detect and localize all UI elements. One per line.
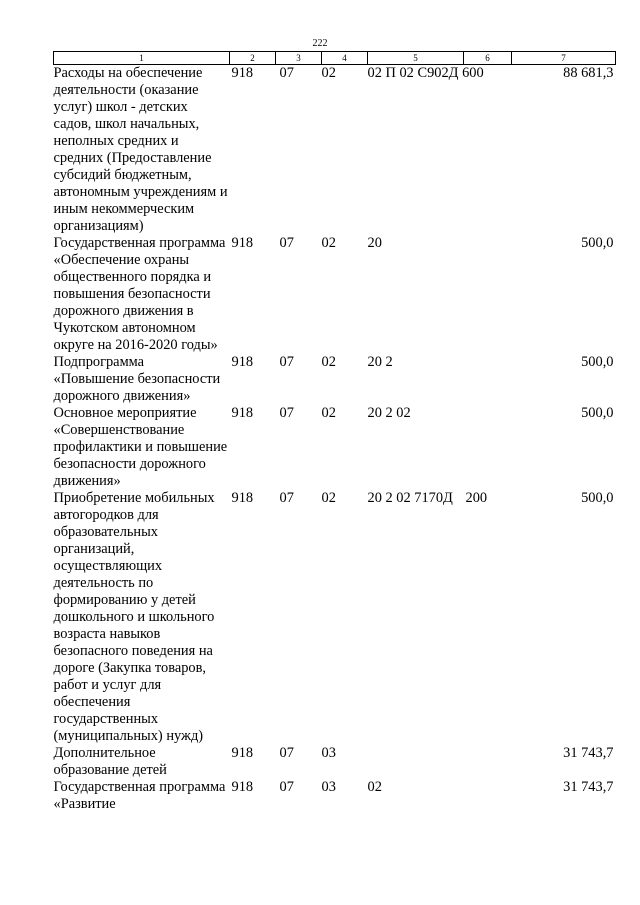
row-code-pr: 02 xyxy=(321,235,336,251)
row-code-pr: 02 xyxy=(321,354,336,370)
row-amount: 500,0 xyxy=(581,405,614,421)
header-col-7: 7 xyxy=(512,52,616,65)
row-code-pr: 02 xyxy=(321,65,336,81)
row-code-gr: 918 xyxy=(231,779,254,795)
header-col-5: 5 xyxy=(368,52,464,65)
row-name: Государственная программа «Развитие xyxy=(53,779,226,812)
row-code-vr xyxy=(464,745,512,779)
header-col-2: 2 xyxy=(230,52,276,65)
row-code-csr: 20 2 02 7170Д xyxy=(367,490,453,506)
row-amount: 500,0 xyxy=(581,354,614,370)
row-code-rz: 07 xyxy=(279,235,294,251)
row-code-pr: 03 xyxy=(321,779,336,795)
header-row xyxy=(54,52,616,65)
row-name: Дополнительное образование детей xyxy=(53,745,167,778)
row-code-vr xyxy=(464,235,512,354)
row-code-csr: 20 2 xyxy=(367,354,393,370)
table-row xyxy=(54,745,616,779)
table-row xyxy=(54,779,616,813)
row-amount: 500,0 xyxy=(581,235,614,251)
table-row xyxy=(54,65,616,236)
row-code-gr: 918 xyxy=(231,405,254,421)
row-code-vr xyxy=(464,354,512,405)
row-code-pr: 03 xyxy=(321,745,336,761)
row-code-vr: 200 xyxy=(465,490,488,506)
row-name: Государственная программа «Обеспечение охраны общественного порядка и повышения безопасности дорожного движения в Чукотском автономном округе на 2016-2020 годы» xyxy=(53,235,226,353)
table-body xyxy=(54,65,616,814)
row-code-csr xyxy=(368,745,464,779)
table-row xyxy=(54,235,616,354)
row-code-rz: 07 xyxy=(279,745,294,761)
row-code-rz: 07 xyxy=(279,490,294,506)
row-code-rz: 07 xyxy=(279,405,294,421)
header-col-6: 6 xyxy=(464,52,512,65)
table-row xyxy=(54,405,616,490)
row-code-rz: 07 xyxy=(279,65,294,81)
page-number: 222 xyxy=(312,38,328,49)
row-code-csr: 02 П 02 С902Д 600 xyxy=(367,65,484,81)
row-code-vr xyxy=(464,405,512,490)
row-code-csr: 02 xyxy=(367,779,382,795)
row-name: Основное мероприятие «Совершенствование профилактики и повышение безопасности дорожного движения» xyxy=(53,405,228,489)
row-code-gr: 918 xyxy=(231,490,254,506)
row-name: Приобретение мобильных автогородков для образовательных организаций, осуществляющих деятельность по формированию у детей дошкольного и школьного возраста навыков безопасного поведения на дороге (Закупка товаров, работ и услуг для обеспечения государственных (муниципальных) нужд) xyxy=(53,490,215,744)
row-code-gr: 918 xyxy=(231,745,254,761)
row-code-rz: 07 xyxy=(279,354,294,370)
header-col-4: 4 xyxy=(322,52,368,65)
header-col-3: 3 xyxy=(276,52,322,65)
row-code-gr: 918 xyxy=(231,354,254,370)
row-amount: 500,0 xyxy=(581,490,614,506)
row-code-gr: 918 xyxy=(231,65,254,81)
row-code-csr: 20 xyxy=(367,235,382,251)
row-amount: 88 681,3 xyxy=(563,65,614,81)
row-name: Расходы на обеспечение деятельности (оказание услуг) школ - детских садов, школ начальных, неполных средних и средних (Предоставление субсидий бюджетным, автономным учреждениям и иным некоммерческим организациям) xyxy=(53,65,228,234)
row-code-csr: 20 2 02 xyxy=(367,405,411,421)
row-code-gr: 918 xyxy=(231,235,254,251)
row-amount: 31 743,7 xyxy=(563,745,614,761)
table-header xyxy=(54,52,616,65)
budget-table xyxy=(53,51,616,813)
row-code-pr: 02 xyxy=(321,490,336,506)
row-name: Подпрограмма «Повышение безопасности дорожного движения» xyxy=(53,354,221,404)
table-row xyxy=(54,490,616,745)
row-code-pr: 02 xyxy=(321,405,336,421)
header-col-1: 1 xyxy=(54,52,230,65)
row-code-vr xyxy=(464,779,512,813)
table-row xyxy=(54,354,616,405)
row-amount: 31 743,7 xyxy=(563,779,614,795)
row-code-rz: 07 xyxy=(279,779,294,795)
row-code-vr xyxy=(464,65,512,236)
